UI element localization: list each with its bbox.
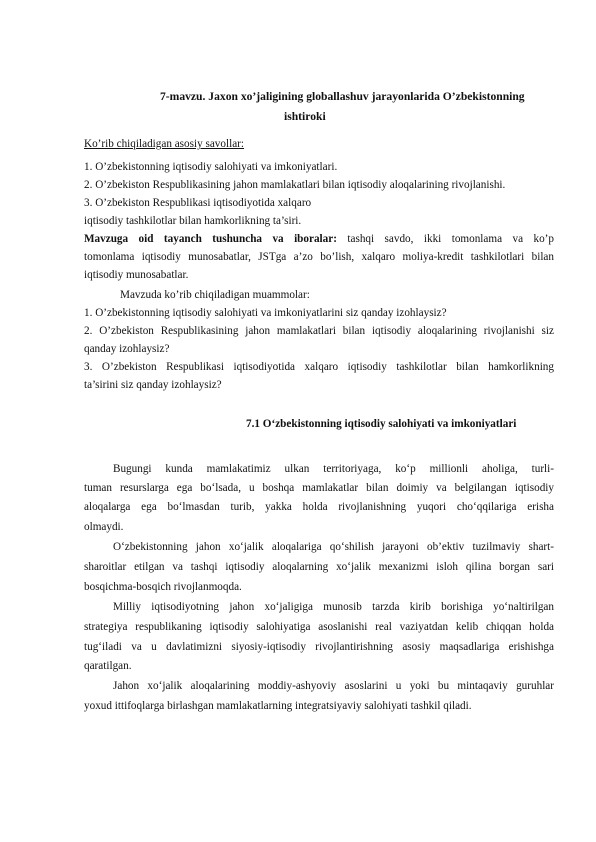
paragraph-line: strategiya respublikaning iqtisodiy salohiyatiga asoslanishi real vaziyatdan kelib chiqqan holda — [84, 621, 554, 633]
section-title: 7.1 O‘zbekistonning iqtisodiy salohiyati va imkoniyatlari — [246, 418, 517, 430]
paragraph-line: tug‘iladi va u davlatimizni siyosiy-iqtisodiy rivojlantirishning asosiy maqsadlariga erishishga — [84, 641, 554, 653]
questions-heading: Ko’rib chiqiladigan asosiy savollar: — [84, 138, 245, 150]
concepts-line — [84, 232, 554, 246]
question-item: iqtisodiy tashkilotlar bilan hamkorlikning ta’siri. — [84, 215, 302, 227]
concepts-text: tashqi savdo, ikki tomonlama va ko’p — [347, 233, 554, 245]
paragraph-line: Milliy iqtisodiyotning jahon xo‘jaligiga munosib tarzda kirib borishiga yo‘naltirilgan — [113, 601, 554, 613]
problem-item: ta’sirini siz qanday izohlaysiz? — [84, 379, 222, 391]
concepts-line: iqtisodiy munosabatlar. — [84, 269, 189, 281]
paragraph-line: olmaydi. — [84, 521, 124, 533]
problem-item: qanday izohlaysiz? — [84, 343, 170, 355]
paragraph-line: O‘zbekistonning jahon xo‘jalik aloqalariga qo‘shilish jarayoni ob’ektiv tuzilmaviy shart- — [113, 541, 554, 553]
paragraph-line: Bugungi kunda mamlakatimiz ulkan territoriyaga, ko‘p millionli aholiga, turli- — [113, 463, 554, 475]
paragraph-line: yoxud ittifoqlarga birlashgan mamlakatlarning integratsiyaviy salohiyati tashkil qiladi. — [84, 700, 472, 712]
paragraph-line: aloqalarga ega bo‘lmasdan turib, yakka holda rivojlanishning yuqori cho‘qqilariga erisha — [84, 501, 554, 513]
problem-item: 2. O’zbekiston Respublikasining jahon mamlakatlari bilan iqtisodiy aloqalarining rivojlanishi siz — [84, 325, 554, 337]
page-title: 7-mavzu. Jaxon xo’jaligining globallashuv jarayonlarida O’zbekistonning — [160, 90, 525, 103]
problem-item: 3. O’zbekiston Respublikasi iqtisodiyotida xalqaro iqtisodiy tashkilotlar bilan hamkorlikning — [84, 361, 554, 373]
concepts-label: Mavzuga oid tayanch tushuncha va iboralar: — [84, 233, 337, 245]
paragraph-line: sharoitlar etilgan va tashqi iqtisodiy aloqalarning xo‘jalik mexanizmi isloh qilina borgan sari — [84, 561, 554, 573]
paragraph-line: tuman resurslarga ega bo‘lsada, u boshqa mamlakatlar bilan doimiy va belgilangan iqtisodiy — [84, 482, 554, 494]
paragraph-line: Jahon xo‘jalik aloqalarining moddiy-ashyoviy asoslarini u yoki bu mintaqaviy guruhlar — [113, 680, 554, 692]
question-item: 3. O’zbekiston Respublikasi iqtisodiyotida xalqaro — [84, 197, 312, 209]
problems-heading: Mavzuda ko’rib chiqiladigan muammolar: — [120, 289, 310, 301]
problem-item: 1. O’zbekistonning iqtisodiy salohiyati va imkoniyatlarini siz qanday izohlaysiz? — [84, 307, 447, 319]
concepts-line: tomonlama iqtisodiy munosabatlar, JSTga a’zo bo’lish, xalqaro moliya-kredit tashkilotlari bilan — [84, 251, 554, 263]
paragraph-line: qaratilgan. — [84, 660, 132, 672]
paragraph-line: bosqichma-bosqich rivojlanmoqda. — [84, 581, 242, 593]
question-item: 2. O’zbekiston Respublikasining jahon mamlakatlari bilan iqtisodiy aloqalarining rivojlanishi. — [84, 179, 506, 191]
question-item: 1. O’zbekistonning iqtisodiy salohiyati va imkoniyatlari. — [84, 161, 338, 173]
page-title-continuation: ishtiroki — [284, 110, 326, 123]
